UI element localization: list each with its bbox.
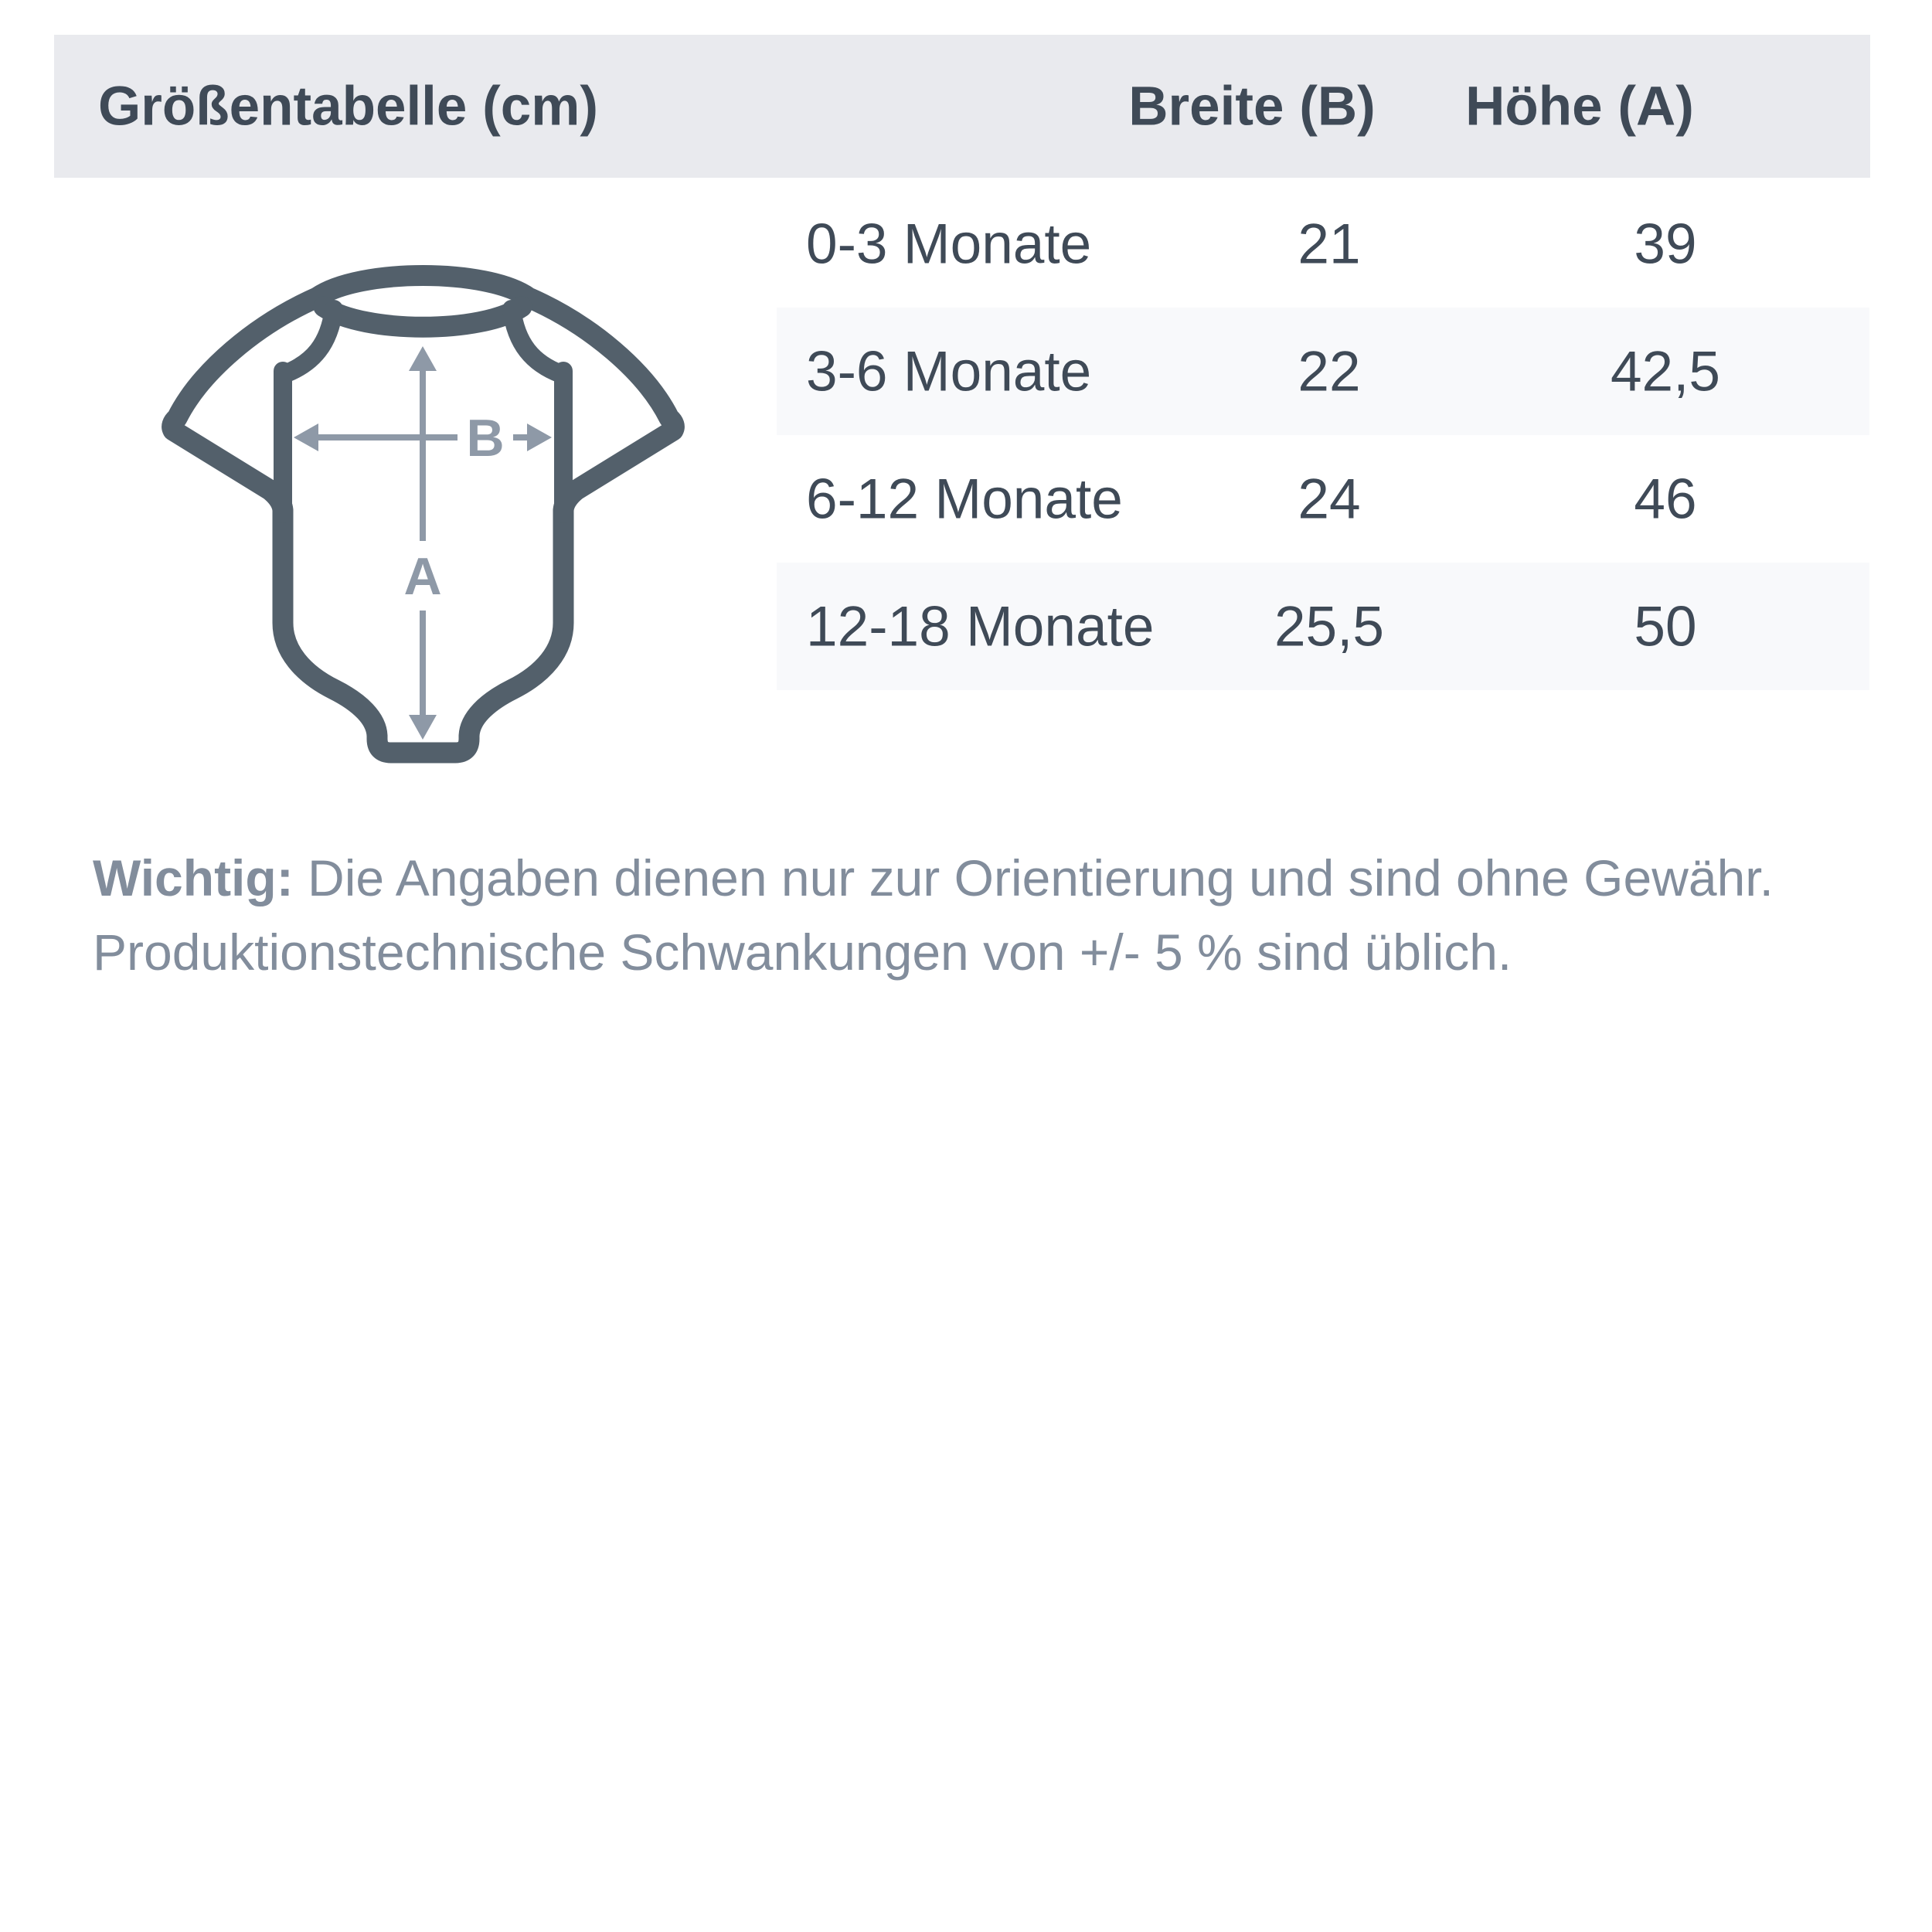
row-label: 6-12 Monate — [806, 468, 1123, 530]
size-table-rows — [777, 180, 1869, 690]
row-breite-value: 24 — [1298, 468, 1361, 530]
table-row — [777, 435, 1869, 563]
row-hoehe-value: 50 — [1634, 595, 1697, 658]
row-label: 12-18 Monate — [806, 595, 1155, 658]
row-label: 3-6 Monate — [806, 340, 1092, 403]
page-title: Größentabelle (cm) — [98, 76, 599, 137]
table-row — [777, 563, 1869, 690]
row-breite-value: 25,5 — [1274, 595, 1385, 658]
disclaimer-line1: Die Angaben dienen nur zur Orientierung und sind ohne Gewähr. — [293, 849, 1774, 906]
table-row — [777, 180, 1869, 308]
row-label: 0-3 Monate — [806, 213, 1092, 275]
column-header-breite: Breite (B) — [1128, 76, 1376, 137]
disclaimer-note — [93, 841, 1862, 989]
table-row — [777, 308, 1869, 435]
width-label: B — [466, 409, 505, 468]
bodysuit-diagram — [77, 216, 773, 819]
disclaimer-prefix: Wichtig: — [93, 849, 294, 906]
row-hoehe-value: 39 — [1634, 213, 1697, 275]
row-breite-value: 21 — [1298, 213, 1361, 275]
height-label: A — [403, 547, 442, 606]
disclaimer-line2: Produktionstechnische Schwankungen von +/- 5 % sind üblich. — [93, 923, 1512, 981]
table-header-band — [54, 35, 1870, 178]
column-header-hoehe: Höhe (A) — [1465, 76, 1694, 137]
row-breite-value: 22 — [1298, 340, 1361, 403]
row-hoehe-value: 42,5 — [1610, 340, 1721, 403]
row-hoehe-value: 46 — [1634, 468, 1697, 530]
